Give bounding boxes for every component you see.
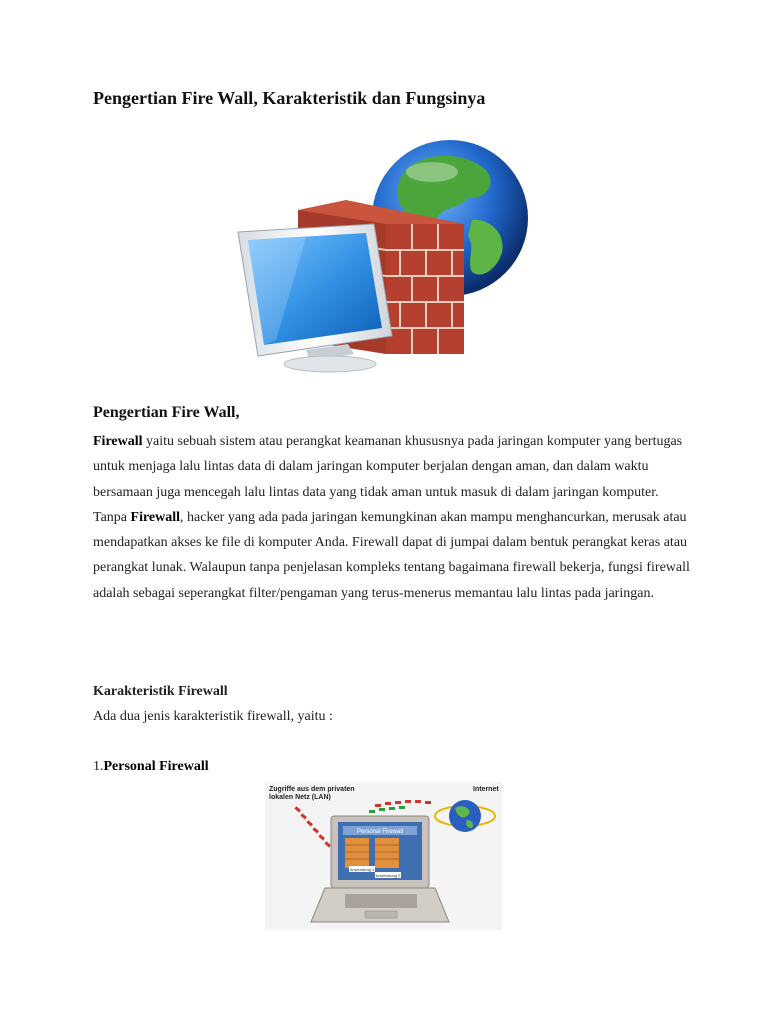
laptop-diagram <box>265 782 502 930</box>
diagram-tag-1: Anwendung 1 <box>349 867 375 872</box>
diagram-lan-label-line2: lokalen Netz (LAN) <box>269 794 331 801</box>
personal-firewall-diagram <box>265 782 502 930</box>
section-heading-definition: Pengertian Fire Wall, <box>93 404 240 421</box>
definition-body <box>93 429 693 606</box>
diagram-lan-label-line1: Zugriffe aus dem privaten <box>269 786 355 793</box>
characteristics-intro: Ada dua jenis karakteristik firewall, yaitu : <box>93 709 333 724</box>
bold-term: Firewall <box>130 509 181 525</box>
internet-globe-icon <box>435 800 495 832</box>
diagram-tag-2: Anwendung 2 <box>375 873 401 878</box>
section-heading-characteristics: Karakteristik Firewall <box>93 684 228 699</box>
diagram-screen-title: Personal Firewall <box>356 829 404 835</box>
paragraph-text: yaitu sebuah sistem atau perangkat keamanan khususnya pada jaringan komputer yang bertugas untuk menjaga lalu lintas data di dalam jaringan komputer berjalan dengan aman, dan dalam waktu bersamaan juga mencegah lalu lintas data yang tidak aman untuk masuk di dalam jaringan komputer. <box>93 434 683 500</box>
list-label: Personal Firewall <box>103 759 209 774</box>
list-item-personal-firewall <box>93 759 209 775</box>
bold-term: Firewall <box>93 434 143 449</box>
diagram-internet-label: Internet <box>473 786 499 793</box>
paragraph-2 <box>93 505 693 606</box>
paragraph-text: , hacker yang ada pada jaringan kemungkinan akan mampu menghancurkan, merusak atau mendapatkan akses ke file di komputer Anda. Firewall dapat di jumpai dalam bentuk perangkat keras atau perangkat lunak. Walaupun tanpa penjelasan kompleks tentang bagaimana firewall bekerja, fungsi firewall adalah sebagai seperangkat filter/pengaman yang terus-menerus memantau lalu lintas pada jaringan. <box>93 509 690 601</box>
page-title: Pengertian Fire Wall, Karakteristik dan Fungsinya <box>93 88 486 108</box>
firewall-illustration <box>236 140 532 376</box>
paragraph-prefix: Tanpa <box>93 509 131 525</box>
paragraph-1 <box>93 429 693 505</box>
list-number: 1. <box>93 759 104 774</box>
laptop-icon <box>311 816 449 922</box>
